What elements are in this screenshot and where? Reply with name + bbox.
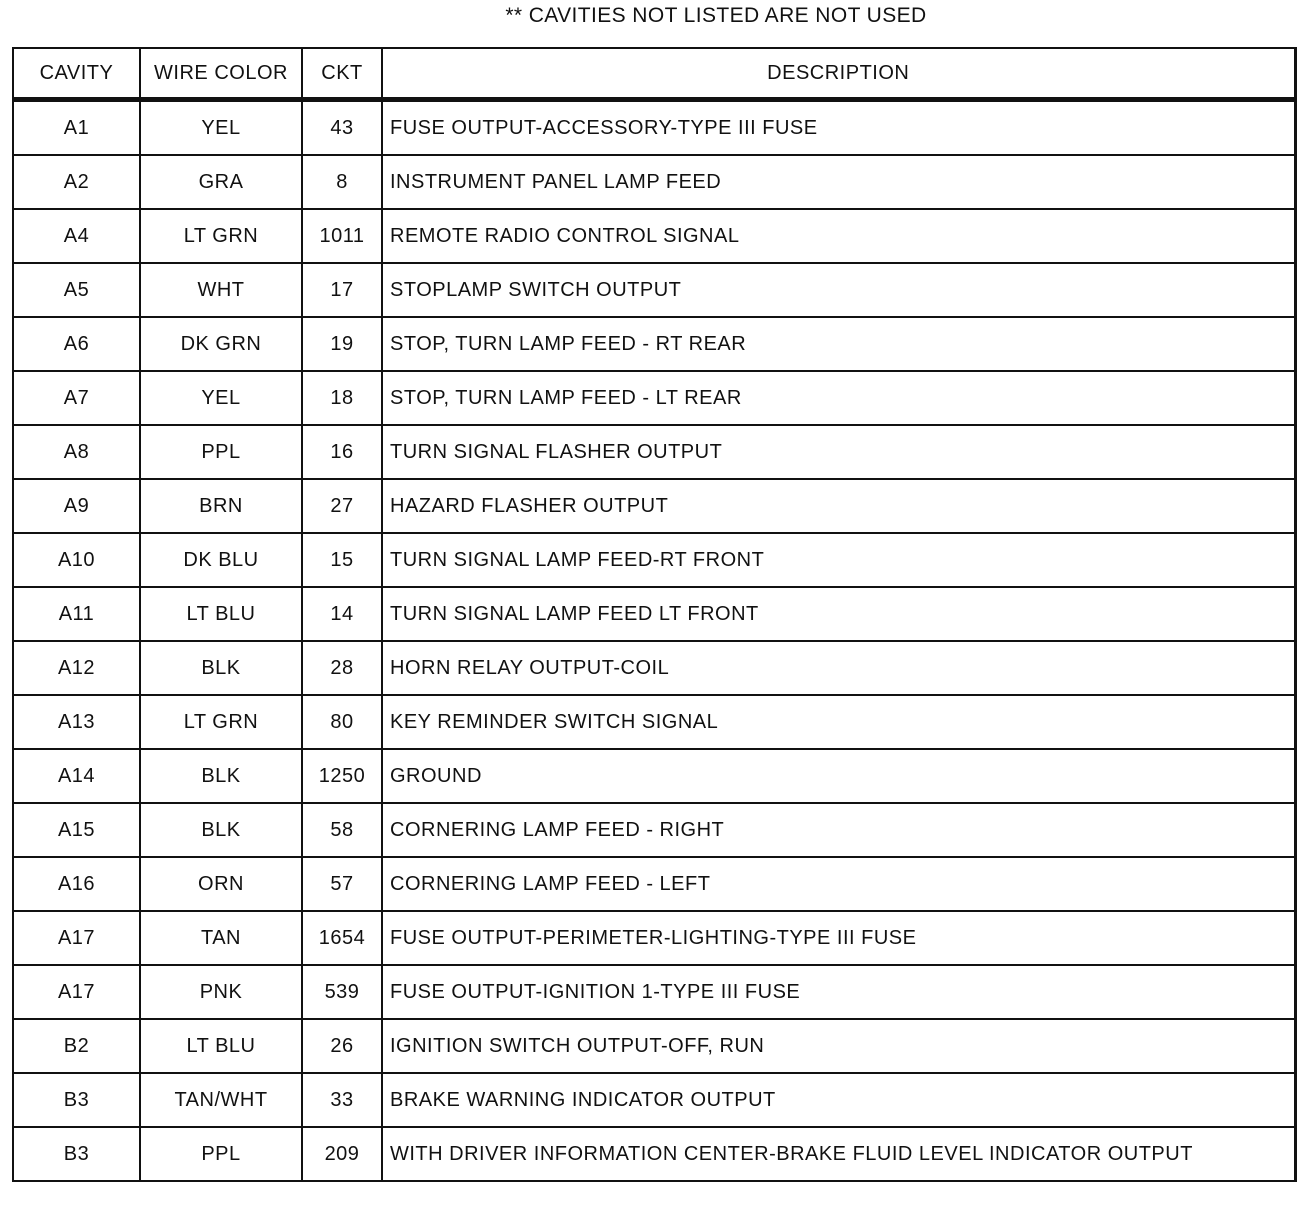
table-row — [13, 641, 1295, 695]
wire-color-cell: LT GRN — [140, 695, 302, 749]
wire-color-cell: WHT — [140, 263, 302, 317]
cavity-cell: B3 — [13, 1073, 140, 1127]
table-row — [13, 479, 1295, 533]
description-cell: HAZARD FLASHER OUTPUT — [382, 479, 1295, 533]
table-row — [13, 695, 1295, 749]
cavity-cell: A5 — [13, 263, 140, 317]
header-ckt: CKT — [302, 48, 382, 100]
description-cell: FUSE OUTPUT-PERIMETER-LIGHTING-TYPE III FUSE — [382, 911, 1295, 965]
header-wire-color: WIRE COLOR — [140, 48, 302, 100]
connector-cavity-table — [12, 47, 1297, 1182]
wire-color-cell: BLK — [140, 803, 302, 857]
table-row — [13, 533, 1295, 587]
table-body — [13, 100, 1295, 1182]
wire-color-cell: DK GRN — [140, 317, 302, 371]
cavity-cell: A6 — [13, 317, 140, 371]
description-cell: FUSE OUTPUT-IGNITION 1-TYPE III FUSE — [382, 965, 1295, 1019]
description-cell: TURN SIGNAL LAMP FEED-RT FRONT — [382, 533, 1295, 587]
ckt-cell: 539 — [302, 965, 382, 1019]
wire-color-cell: LT GRN — [140, 209, 302, 263]
cavity-cell: A12 — [13, 641, 140, 695]
page-note: ** CAVITIES NOT LISTED ARE NOT USED — [505, 4, 927, 27]
description-cell: FUSE OUTPUT-ACCESSORY-TYPE III FUSE — [382, 100, 1295, 156]
description-cell: TURN SIGNAL LAMP FEED LT FRONT — [382, 587, 1295, 641]
wire-color-cell: PPL — [140, 425, 302, 479]
wire-color-cell: BLK — [140, 749, 302, 803]
table-row — [13, 857, 1295, 911]
wire-color-cell: GRA — [140, 155, 302, 209]
cavity-cell: A14 — [13, 749, 140, 803]
table-row — [13, 803, 1295, 857]
ckt-cell: 14 — [302, 587, 382, 641]
description-cell: KEY REMINDER SWITCH SIGNAL — [382, 695, 1295, 749]
ckt-cell: 16 — [302, 425, 382, 479]
table-row — [13, 749, 1295, 803]
ckt-cell: 28 — [302, 641, 382, 695]
description-cell: WITH DRIVER INFORMATION CENTER-BRAKE FLUID LEVEL INDICATOR OUTPUT — [382, 1127, 1295, 1181]
table-row — [13, 263, 1295, 317]
wire-color-cell: TAN/WHT — [140, 1073, 302, 1127]
ckt-cell: 1250 — [302, 749, 382, 803]
cavity-cell: A9 — [13, 479, 140, 533]
header-row — [13, 48, 1295, 100]
ckt-cell: 19 — [302, 317, 382, 371]
wire-color-cell: DK BLU — [140, 533, 302, 587]
description-cell: STOP, TURN LAMP FEED - LT REAR — [382, 371, 1295, 425]
ckt-cell: 17 — [302, 263, 382, 317]
cavity-cell: A11 — [13, 587, 140, 641]
ckt-cell: 1654 — [302, 911, 382, 965]
cavity-cell: A15 — [13, 803, 140, 857]
wire-color-cell: YEL — [140, 100, 302, 156]
table-row — [13, 911, 1295, 965]
table-row — [13, 317, 1295, 371]
description-cell: CORNERING LAMP FEED - LEFT — [382, 857, 1295, 911]
table-row — [13, 587, 1295, 641]
header-description: DESCRIPTION — [382, 48, 1295, 100]
cavity-cell: A8 — [13, 425, 140, 479]
ckt-cell: 15 — [302, 533, 382, 587]
cavity-cell: B2 — [13, 1019, 140, 1073]
wire-color-cell: PNK — [140, 965, 302, 1019]
ckt-cell: 43 — [302, 100, 382, 156]
ckt-cell: 26 — [302, 1019, 382, 1073]
table-row — [13, 1127, 1295, 1181]
table-row — [13, 155, 1295, 209]
cavity-cell: A13 — [13, 695, 140, 749]
cavity-cell: A7 — [13, 371, 140, 425]
description-cell: INSTRUMENT PANEL LAMP FEED — [382, 155, 1295, 209]
ckt-cell: 80 — [302, 695, 382, 749]
wire-color-cell: LT BLU — [140, 1019, 302, 1073]
ckt-cell: 209 — [302, 1127, 382, 1181]
ckt-cell: 8 — [302, 155, 382, 209]
ckt-cell: 58 — [302, 803, 382, 857]
cavity-cell: A4 — [13, 209, 140, 263]
table-row — [13, 425, 1295, 479]
wire-color-cell: TAN — [140, 911, 302, 965]
wire-color-cell: PPL — [140, 1127, 302, 1181]
description-cell: CORNERING LAMP FEED - RIGHT — [382, 803, 1295, 857]
ckt-cell: 1011 — [302, 209, 382, 263]
description-cell: GROUND — [382, 749, 1295, 803]
table-row — [13, 100, 1295, 156]
cavity-cell: A10 — [13, 533, 140, 587]
table-row — [13, 1073, 1295, 1127]
ckt-cell: 18 — [302, 371, 382, 425]
ckt-cell: 33 — [302, 1073, 382, 1127]
description-cell: BRAKE WARNING INDICATOR OUTPUT — [382, 1073, 1295, 1127]
table-row — [13, 209, 1295, 263]
cavity-cell: A16 — [13, 857, 140, 911]
description-cell: STOP, TURN LAMP FEED - RT REAR — [382, 317, 1295, 371]
cavity-cell: A2 — [13, 155, 140, 209]
cavity-cell: A17 — [13, 911, 140, 965]
description-cell: TURN SIGNAL FLASHER OUTPUT — [382, 425, 1295, 479]
table-row — [13, 371, 1295, 425]
description-cell: REMOTE RADIO CONTROL SIGNAL — [382, 209, 1295, 263]
wire-color-cell: YEL — [140, 371, 302, 425]
description-cell: STOPLAMP SWITCH OUTPUT — [382, 263, 1295, 317]
ckt-cell: 57 — [302, 857, 382, 911]
wire-color-cell: ORN — [140, 857, 302, 911]
cavity-cell: A1 — [13, 100, 140, 156]
ckt-cell: 27 — [302, 479, 382, 533]
cavity-cell: A17 — [13, 965, 140, 1019]
cavity-cell: B3 — [13, 1127, 140, 1181]
description-cell: HORN RELAY OUTPUT-COIL — [382, 641, 1295, 695]
wire-color-cell: BLK — [140, 641, 302, 695]
description-cell: IGNITION SWITCH OUTPUT-OFF, RUN — [382, 1019, 1295, 1073]
wire-color-cell: LT BLU — [140, 587, 302, 641]
table-row — [13, 965, 1295, 1019]
wire-color-cell: BRN — [140, 479, 302, 533]
table-row — [13, 1019, 1295, 1073]
header-cavity: CAVITY — [13, 48, 140, 100]
